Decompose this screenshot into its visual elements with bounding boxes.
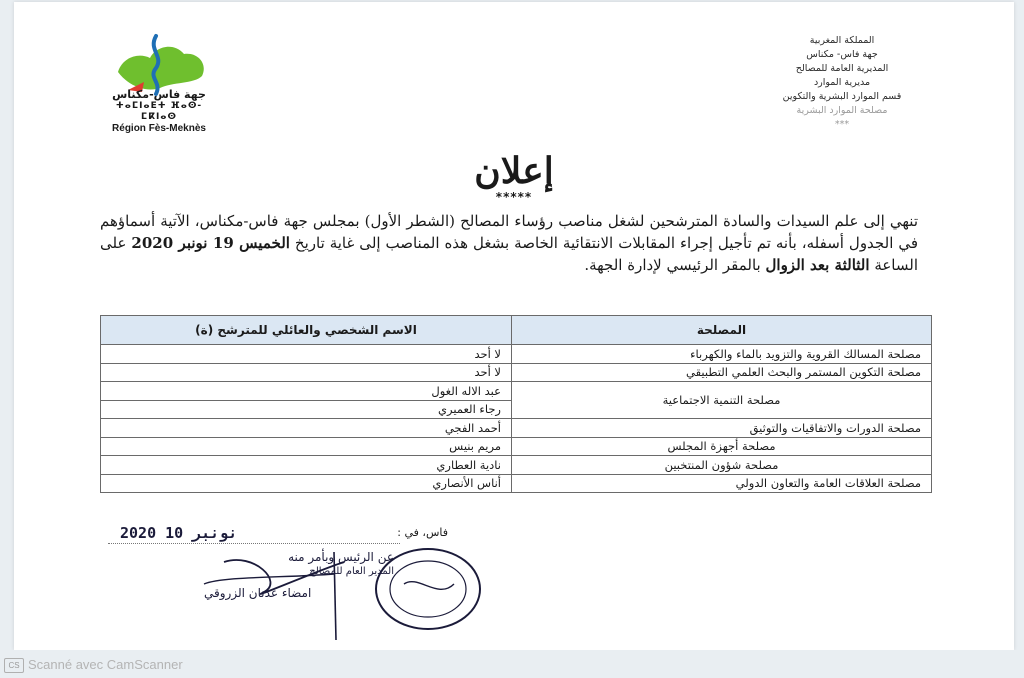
admin-line: مديرية الموارد [813,77,871,88]
logo-caption [104,88,214,135]
candidate-cell: مريم بنيس [101,437,512,456]
signature-line-1: عن الرئيس وبأمر منه [288,550,394,564]
candidate-cell: أناس الأنصاري [101,474,512,493]
service-cell: مصلحة التنمية الاجتماعية [512,382,932,419]
table-row [101,437,932,456]
table-row [101,419,932,438]
signature-line-2: المدير العام للمصالح [309,566,394,577]
service-cell: مصلحة العلاقات العامة والتعاون الدولي [512,474,932,493]
service-cell: مصلحة التكوين المستمر والبحث العلمي التطبيقي [512,363,932,382]
body-date-bold: الخميس 19 نونبر 2020 [131,234,290,252]
candidate-cell: أحمد الفجي [101,419,512,438]
body-time-bold: الثالثة بعد الزوال [765,256,870,274]
body-text-part: بالمقر الرئيسي لإدارة الجهة. [584,256,761,274]
announcement-body [100,210,918,276]
table-row [101,474,932,493]
table-row [101,363,932,382]
logo-arabic-text: جهة فاس-مكناس [112,88,206,101]
header-service: المصلحة [512,316,932,345]
logo-tifinagh-text: ⵜⴰⵎⵏⴰⴹⵜ ⴼⴰⵙ-ⵎⴽⵏⴰⵙ [115,101,203,122]
camscanner-watermark: Scanné avec CamScanner [28,657,183,672]
official-stamp-icon [368,544,488,634]
candidate-cell: رجاء العميري [101,400,512,419]
admin-line: *** [834,119,850,130]
camscanner-logo-icon: CS [4,658,24,673]
candidates-table [100,315,932,493]
candidate-cell: نادية العطاري [101,456,512,475]
handwritten-date: 2020 10 نونبر [120,524,238,542]
place-label: فاس، في : [397,526,448,539]
admin-line: قسم الموارد البشرية والتكوين [782,91,902,102]
body-text-part: على الساعة [100,234,918,274]
candidate-cell: عبد الاله الغول [101,382,512,401]
header-candidate: الاسم الشخصي والعائلي للمترشح (ة) [101,316,512,345]
table-header-row [101,316,932,345]
signature-block [194,550,394,579]
logo-french-text: Région Fès-Meknès [112,123,206,134]
service-cell: مصلحة الدورات والاتفاقيات والتوثيق [512,419,932,438]
administration-header [742,34,942,132]
admin-line: مصلحة الموارد البشرية [796,105,888,116]
admin-line: المملكة المغربية [809,35,875,46]
table-row [101,456,932,475]
candidate-cell: لا أحد [101,345,512,364]
admin-line: جهة فاس- مكناس [806,49,878,60]
document-page [14,2,1014,650]
body-text-part: تنهي إلى علم السيدات والسادة المترشحين لشغل مناصب رؤساء المصالح (الشطر الأول) بمجلس جهة فاس-مكناس، الآتية أسماؤهم في الجدول أسفله، بأنه تم تأجيل إجراء المقابلات الانتقائية الخاصة بشغل هذه المناصب إلى غاية تاريخ [100,212,918,252]
title-stars: ***** [495,190,533,204]
service-cell: مصلحة شؤون المنتخبين [512,456,932,475]
table-row [101,345,932,364]
scanner-footer [0,650,1024,678]
candidate-cell: لا أحد [101,363,512,382]
admin-line: المديرية العامة للمصالح [795,63,889,74]
table-row [101,382,932,401]
service-cell: مصلحة أجهزة المجلس [512,437,932,456]
service-cell: مصلحة المسالك القروية والتزويد بالماء والكهرباء [512,345,932,364]
announcement-title: إعلان [474,150,554,192]
signer-name: امضاء عدنان الزروقي [204,586,312,600]
